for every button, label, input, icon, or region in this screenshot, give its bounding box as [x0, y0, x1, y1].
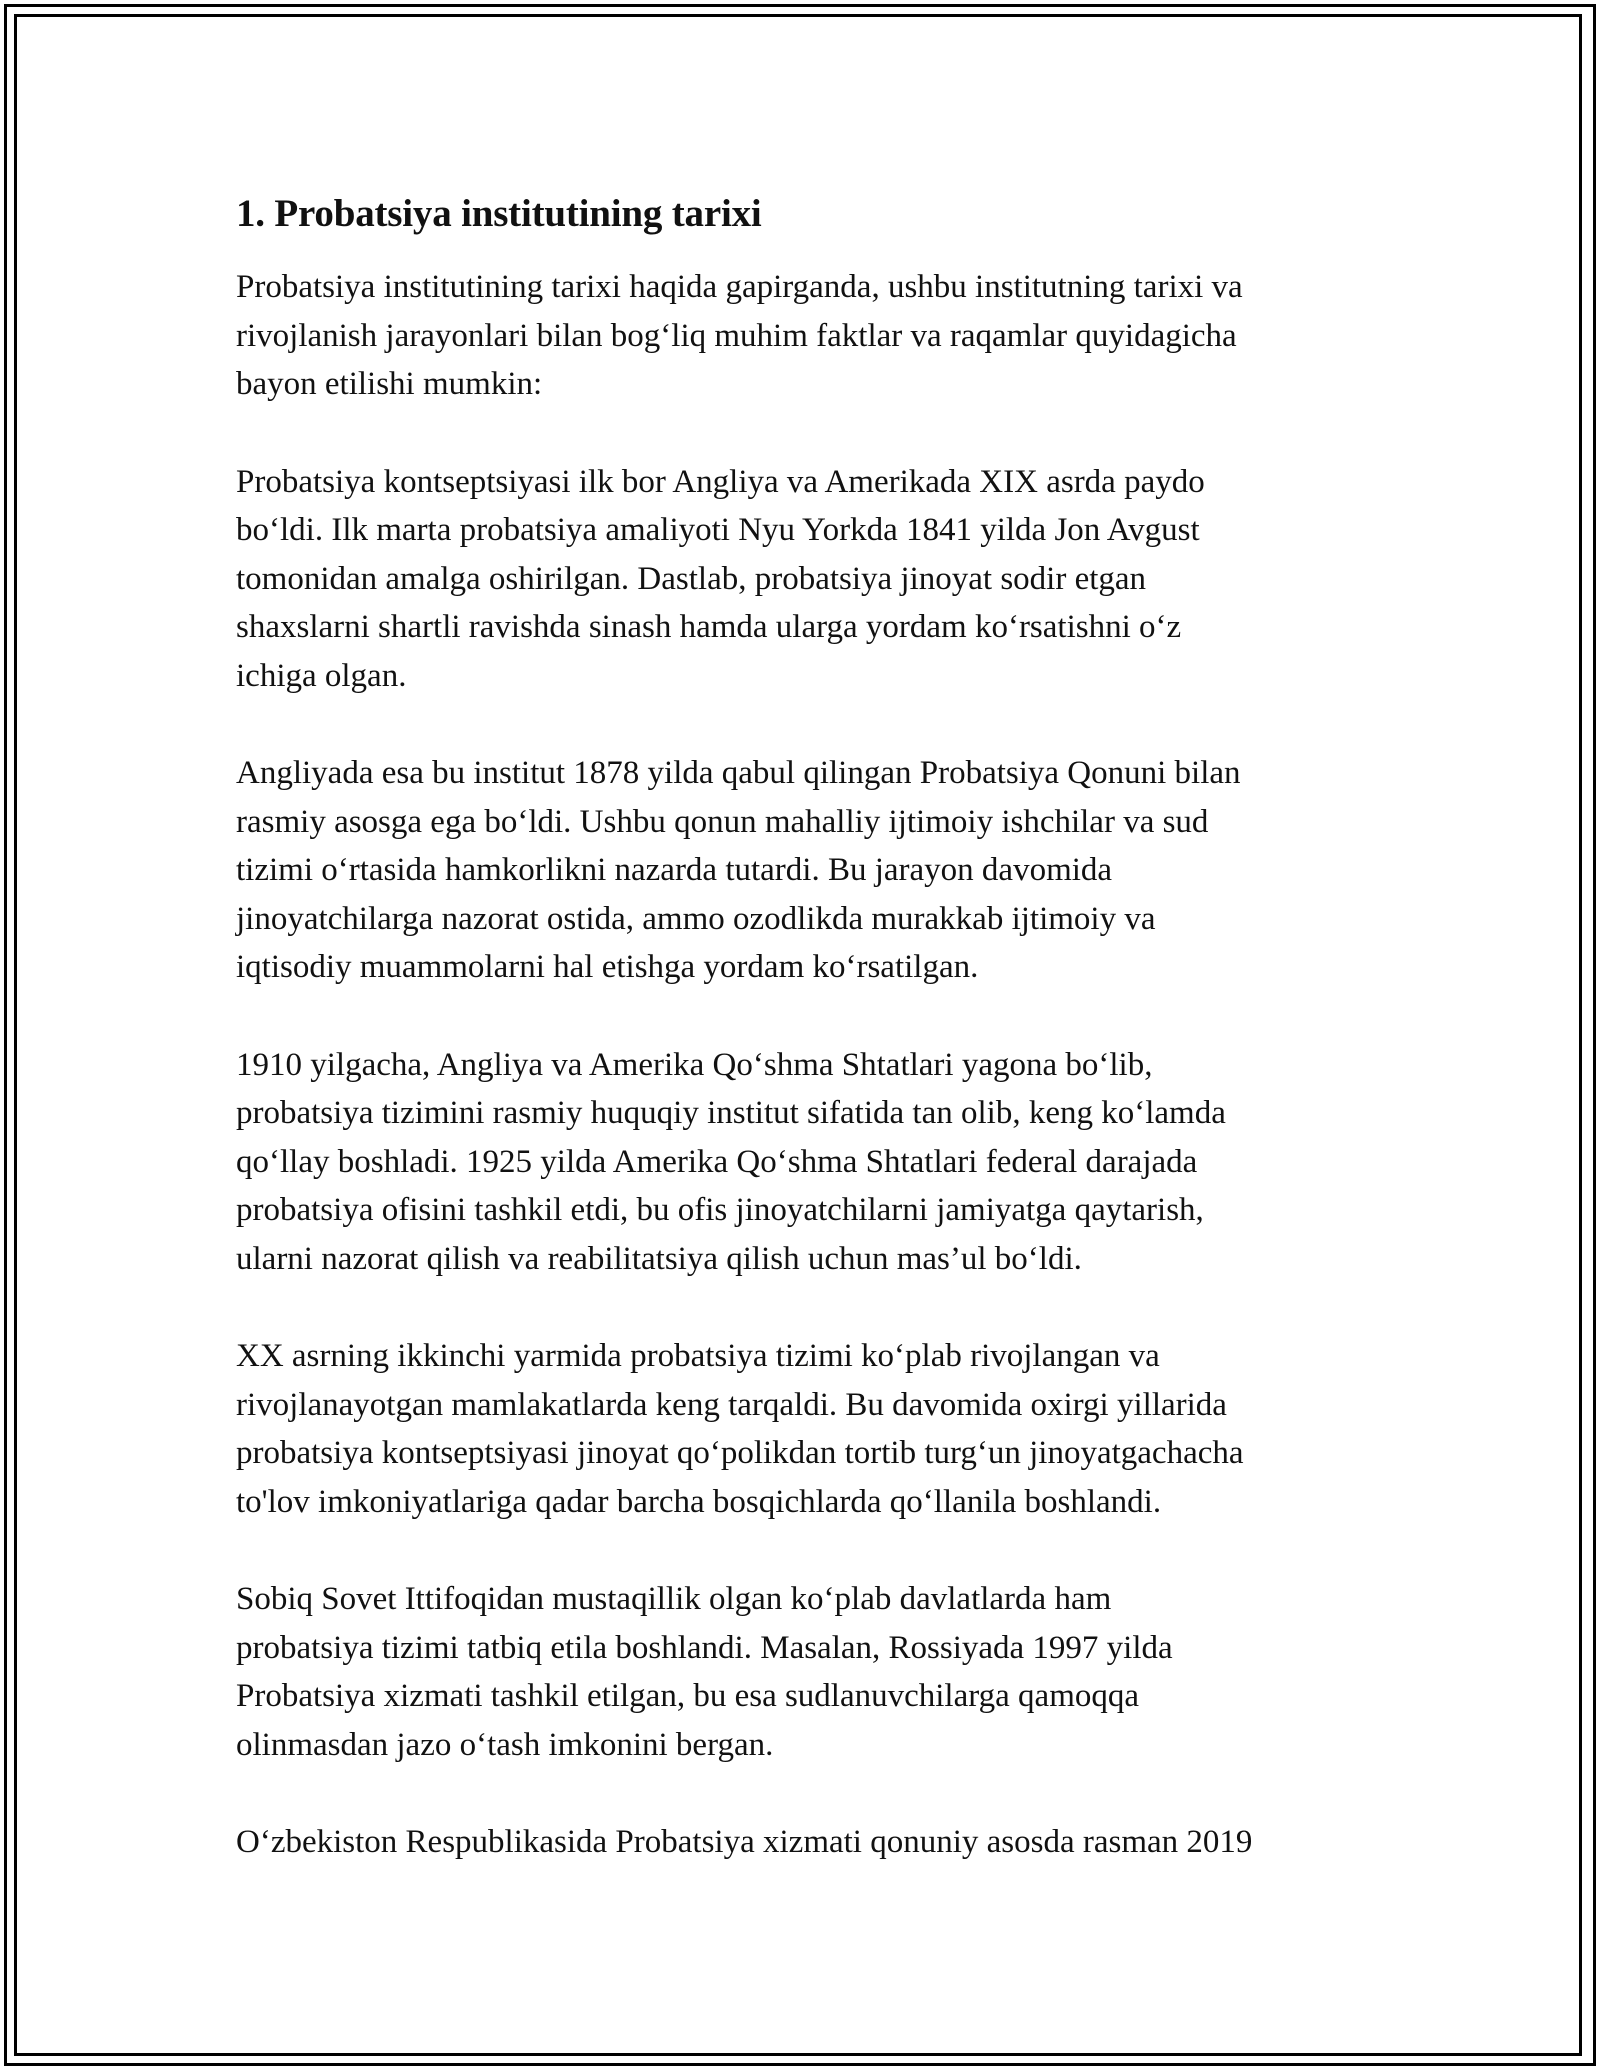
- document-body: [236, 185, 1406, 1867]
- paragraph-former-soviet: Sobiq Sovet Ittifoqidan mustaqillik olgan ko‘plab davlatlarda ham probatsiya tizimi tatbiq etila boshlandi. Masalan, Rossiyada 1997 yilda Probatsiya xizmati tashkil etilgan, bu esa sudlanuvchilarga qamoqqa olinmasdan jazo o‘tash imkonini bergan.: [236, 1581, 1173, 1763]
- paragraph-1910-1925: 1910 yilgacha, Angliya va Amerika Qo‘shma Shtatlari yagona bo‘lib, probatsiya tizimini rasmiy huquqiy institut sifatida tan olib, keng ko‘lamda qo‘llay boshladi. 1925 yilda Amerika Qo‘shma Shtatlari federal darajada probatsiya ofisini tashkil etdi, bu ofis jinoyatchilarni jamiyatga qaytarish, ularni nazorat qilish va reabilitatsiya qilish uchun mas’ul bo‘ldi.: [236, 1046, 1226, 1277]
- paragraph-intro: Probatsiya institutining tarixi haqida gapirganda, ushbu institutning tarixi va rivojlanish jarayonlari bilan bog‘liq muhim faktlar va raqamlar quyidagicha bayon etilishi mumkin:: [236, 269, 1243, 402]
- paragraph-england-1878: Angliyada esa bu institut 1878 yilda qabul qilingan Probatsiya Qonuni bilan rasmiy asosga ega bo‘ldi. Ushbu qonun mahalliy ijtimoiy ishchilar va sud tizimi o‘rtasida hamkorlikni nazarda tutardi. Bu jarayon davomida jinoyatchilarga nazorat ostida, ammo ozodlikda murakkab ijtimoiy va iqtisodiy muammolarni hal etishga yordam ko‘rsatilgan.: [236, 755, 1241, 985]
- paragraph-20th-century: XX asrning ikkinchi yarmida probatsiya tizimi ko‘plab rivojlangan va rivojlanayotgan mamlakatlarda keng tarqaldi. Bu davomida oxirgi yillarida probatsiya kontseptsiyasi jinoyat qo‘polikdan tortib turg‘un jinoyatgachacha to'lov imkoniyatlariga qadar barcha bosqichlarda qo‘llanila boshlandi.: [236, 1338, 1244, 1520]
- paragraph-origins: Probatsiya kontseptsiyasi ilk bor Angliya va Amerikada XIX asrda paydo bo‘ldi. Ilk marta probatsiya amaliyoti Nyu Yorkda 1841 yilda Jon Avgust tomonidan amalga oshirilgan. Dastlab, probatsiya jinoyat sodir etgan shaxslarni shartli ravishda sinash hamda ularga yordam ko‘rsatishni o‘z ichiga olgan.: [236, 463, 1205, 694]
- paragraph-uzbekistan: O‘zbekiston Respublikasida Probatsiya xizmati qonuniy asosda rasman 2019: [236, 1824, 1253, 1860]
- section-heading: 1. Probatsiya institutining tarixi: [236, 192, 762, 235]
